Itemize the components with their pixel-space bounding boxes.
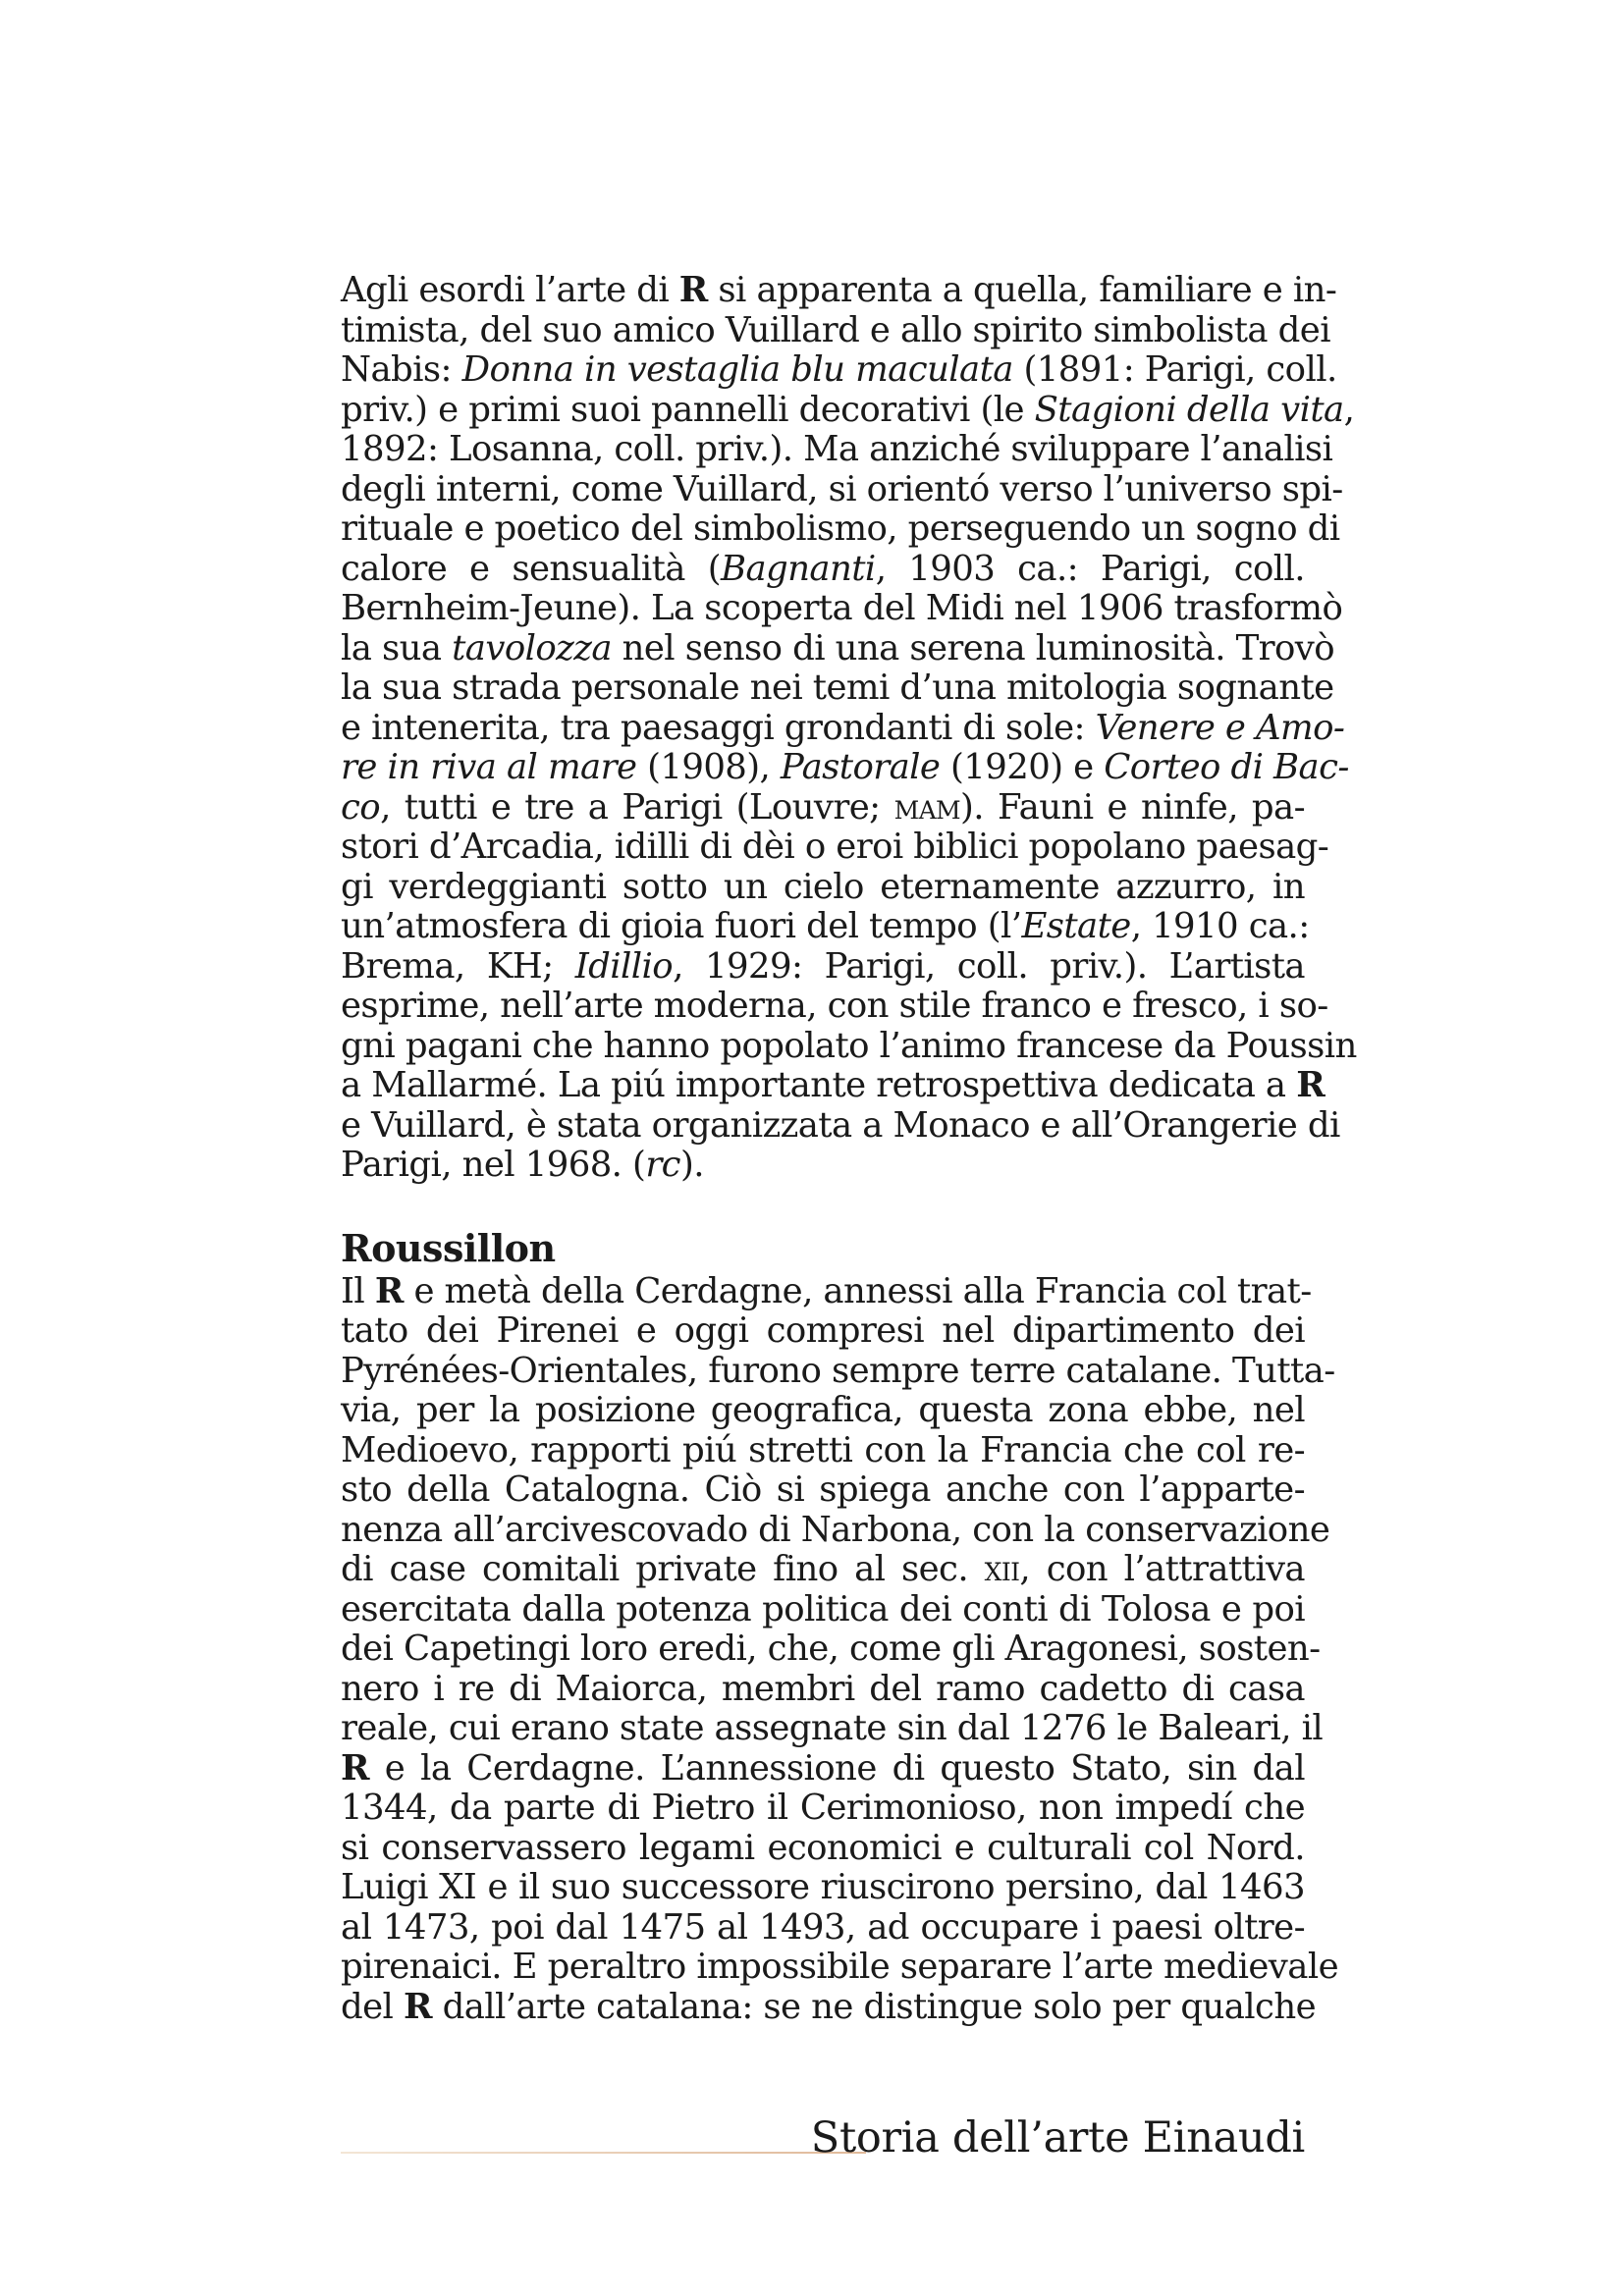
text-line: Il R e metà della Cerdagne, annessi alla Francia col trat- <box>341 1270 1312 1311</box>
text-line: esercitata dalla potenza politica dei conti di Tolosa e poi <box>341 1588 1305 1629</box>
text-line: sto della Catalogna. Ciò si spiega anche con l’apparte- <box>341 1469 1305 1510</box>
text-line: al 1473, poi dal 1475 al 1493, ad occupare i paesi oltre- <box>341 1906 1305 1948</box>
text-line: e intenerita, tra paesaggi grondanti di sole: Venere e Amo- <box>341 707 1345 748</box>
text-line: 1892: Losanna, coll. priv.). Ma anziché sviluppare l’analisi <box>341 429 1333 469</box>
text-line: la sua tavolozza nel senso di una serena luminosità. Trovò <box>341 627 1335 668</box>
text-line: degli interni, come Vuillard, si orientó verso l’universo spi- <box>341 468 1343 509</box>
text-line: gni pagani che hanno popolato l’animo francese da Poussin <box>341 1025 1357 1066</box>
text-line: calore e sensualità (Bagnanti, 1903 ca.: Parigi, coll. <box>341 548 1305 589</box>
text-line: Pyrénées-Orientales, furono sempre terre catalane. Tutta- <box>341 1350 1335 1391</box>
text-line: via, per la posizione geografica, questa zona ebbe, nel <box>341 1390 1305 1430</box>
text-line: Medioevo, rapporti piú stretti con la Francia che col re- <box>341 1429 1305 1470</box>
text-line: un’atmosfera di gioia fuori del tempo (l’Estate, 1910 ca.: <box>341 906 1310 946</box>
text-line: Brema, KH; Idillio, 1929: Parigi, coll. priv.). L’artista <box>341 945 1305 987</box>
text-line: a Mallarmé. La piú importante retrospettiva dedicata a R <box>341 1065 1325 1105</box>
text-line: Nabis: Donna in vestaglia blu maculata (1891: Parigi, coll. <box>341 349 1337 390</box>
text-line: Parigi, nel 1968. (rc). <box>341 1145 704 1185</box>
text-line: Bernheim-Jeune). La scoperta del Midi nel 1906 trasformò <box>341 588 1343 628</box>
text-line: dei Capetingi loro eredi, che, come gli Aragonesi, sosten- <box>341 1629 1321 1669</box>
text-line: di case comitali private fino al sec. xii, con l’attrattiva <box>341 1549 1305 1589</box>
entry-body <box>341 1270 1338 2028</box>
entry-heading: Roussillon <box>341 1225 556 1270</box>
text-line: co, tutti e tre a Parigi (Louvre; mam). Fauni e ninfe, pa- <box>341 786 1305 828</box>
text-line: la sua strada personale nei temi d’una mitologia sognante <box>341 667 1334 708</box>
text-line: re in riva al mare (1908), Pastorale (1920) e Corteo di Bac- <box>341 747 1349 787</box>
text-line: priv.) e primi suoi pannelli decorativi (le Stagioni della vita, <box>341 389 1355 430</box>
text-line: reale, cui erano state assegnate sin dal 1276 le Baleari, il <box>341 1708 1324 1748</box>
text-line: si conservassero legami economici e culturali col Nord. <box>341 1827 1305 1868</box>
page-body <box>341 270 1357 2027</box>
text-line: nenza all’arcivescovado di Narbona, con la conservazione <box>341 1509 1330 1550</box>
text-line: tato dei Pirenei e oggi compresi nel dipartimento dei <box>341 1310 1305 1351</box>
article-continuation <box>341 270 1357 1186</box>
footer-rule <box>341 2152 866 2154</box>
text-line: pirenaici. E peraltro impossibile separare l’arte medievale <box>341 1947 1338 1987</box>
text-line: esprime, nell’arte moderna, con stile franco e fresco, i so- <box>341 986 1328 1026</box>
text-line: 1344, da parte di Pietro il Cerimonioso, non impedí che <box>341 1788 1305 1828</box>
text-line: Luigi XI e il suo successore riuscirono persino, dal 1463 <box>341 1867 1305 1907</box>
text-line: nero i re di Maiorca, membri del ramo cadetto di casa <box>341 1668 1305 1709</box>
text-line: del R dall’arte catalana: se ne distingue solo per qualche <box>341 1986 1317 2027</box>
text-line: gi verdeggianti sotto un cielo eternamente azzurro, in <box>341 866 1305 907</box>
text-line: timista, del suo amico Vuillard e allo spirito simbolista dei <box>341 309 1330 350</box>
footer-title: Storia dell’arte Einaudi <box>810 2113 1305 2163</box>
text-line: rituale e poetico del simbolismo, perseguendo un sogno di <box>341 508 1340 549</box>
text-line: Agli esordi l’arte di R si apparenta a quella, familiare e in- <box>341 270 1337 310</box>
text-line: R e la Cerdagne. L’annessione di questo Stato, sin dal <box>341 1747 1305 1789</box>
text-line: e Vuillard, è stata organizzata a Monaco e all’Orangerie di <box>341 1104 1340 1146</box>
page-footer <box>341 2109 1305 2167</box>
text-line: stori d’Arcadia, idilli di dèi o eroi biblici popolano paesag- <box>341 827 1329 867</box>
